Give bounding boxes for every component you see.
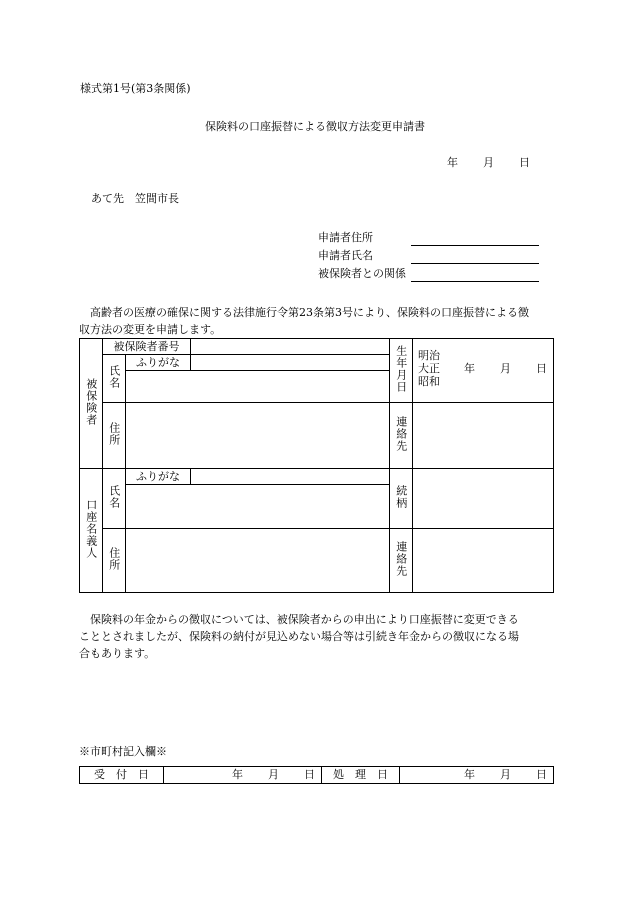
insured-address-label: 住所 [103,403,126,469]
applicant-relation-field[interactable] [411,281,539,282]
processed-date-label: 処 理 日 [322,767,400,784]
municipal-table [79,766,554,784]
intro-paragraph [79,304,559,338]
processed-month-label: 月 [500,768,511,782]
era-taisho: 大正 [418,362,440,376]
received-year-label: 年 [232,768,243,782]
received-day-label: 日 [304,768,315,782]
holder-relationship-field[interactable] [413,469,554,529]
application-table [79,338,554,593]
form-number: 様式第1号(第3条関係) [80,82,191,95]
note-line-2: こととされましたが、保険料の納付が見込めない場合等は引続き年金からの徴収になる場 [79,630,519,643]
insured-name-label: 氏名 [103,355,126,403]
intro-line-2: 収方法の変更を申請します。 [79,323,222,336]
era-meiji: 明治 [418,349,440,362]
applicant-name-label: 申請者氏名 [318,249,373,262]
intro-line-1: 高齢者の医療の確保に関する法律施行令第23条第3号により、保険料の口座振替による徴 [90,306,529,319]
insured-number-label: 被保険者番号 [103,339,191,355]
birth-month-label: 月 [500,362,511,376]
birth-day-label: 日 [536,362,547,376]
municipal-heading: ※市町村記入欄※ [79,745,167,758]
addressee: あて先 笠間市長 [91,192,179,205]
processed-date-field[interactable] [400,767,554,784]
birthdate-field[interactable] [413,339,554,403]
era-showa: 昭和 [418,375,440,389]
date-day: 日 [519,156,530,169]
holder-contact-label: 連絡先 [390,529,413,593]
processed-year-label: 年 [464,768,475,782]
holder-relationship-label: 続柄 [390,469,413,529]
received-date-field[interactable] [164,767,322,784]
birth-year-label: 年 [464,362,475,376]
holder-name-field[interactable] [126,485,390,529]
insured-furigana-field[interactable] [191,355,390,371]
note-line-3: 合もあります。 [79,647,156,660]
applicant-address-label: 申請者住所 [318,231,373,244]
received-month-label: 月 [268,768,279,782]
insured-number-field[interactable] [191,339,390,355]
insured-address-field[interactable] [126,403,390,469]
note-paragraph [79,611,559,662]
holder-name-label: 氏名 [103,469,126,529]
form-title: 保険料の口座振替による徴収方法変更申請書 [205,120,425,133]
holder-contact-field[interactable] [413,529,554,593]
insured-name-field[interactable] [126,371,390,403]
birthdate-label: 生年月日 [390,339,413,403]
insured-contact-field[interactable] [413,403,554,469]
applicant-address-field[interactable] [411,245,539,246]
insured-furigana-label: ふりがな [126,355,191,371]
applicant-name-field[interactable] [411,263,539,264]
holder-furigana-field[interactable] [191,469,390,485]
note-line-1: 保険料の年金からの徴収については、被保険者からの申出により口座振替に変更できる [90,613,519,626]
applicant-relation-label: 被保険者との関係 [318,267,406,280]
received-date-label: 受 付 日 [80,767,164,784]
holder-address-label: 住所 [103,529,126,593]
holder-furigana-label: ふりがな [126,469,191,485]
processed-day-label: 日 [536,768,547,782]
date-year: 年 [447,156,458,169]
holder-address-field[interactable] [126,529,390,593]
date-month: 月 [483,156,494,169]
insured-section-label: 被保険者 [80,339,103,469]
insured-contact-label: 連絡先 [390,403,413,469]
account-holder-section-label: 口座名義人 [80,469,103,593]
